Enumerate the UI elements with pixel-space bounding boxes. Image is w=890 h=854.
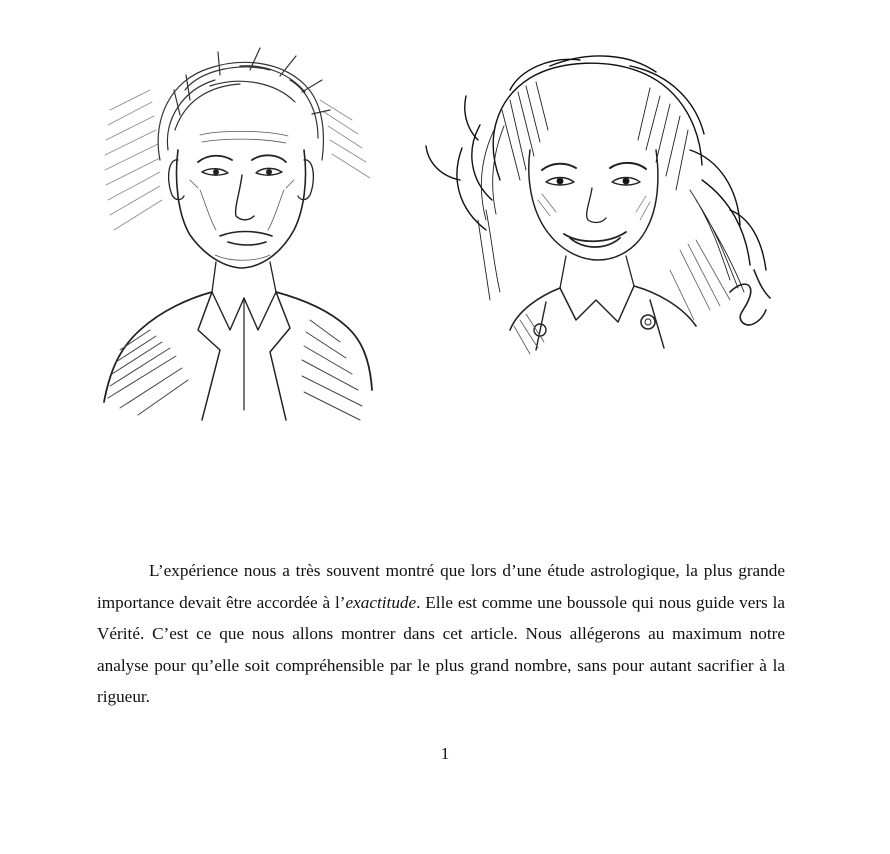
portrait-sketch-illustration	[90, 30, 790, 430]
sketch-drawing	[90, 30, 790, 430]
page-number: 1	[440, 744, 450, 763]
paragraph-text-part1: L’expérience nous a très souvent montré que lors d’une étude astrologique, la plus grande importance devait être accordée à l’	[97, 561, 785, 612]
paragraph-emphasis: exactitude	[345, 592, 417, 612]
paragraph-text-part2: . Elle est comme une boussole qui nous guide vers la Vérité. C’est ce que nous allons montrer dans cet article. Nous allégerons au maximum notre analyse pour qu’elle soit compréhensible par le plus grand nombre, sans pour autant sacrifier à la rigueur.	[97, 592, 785, 707]
man-portrait	[104, 48, 372, 420]
article-paragraph	[97, 555, 785, 713]
woman-portrait	[426, 56, 770, 354]
